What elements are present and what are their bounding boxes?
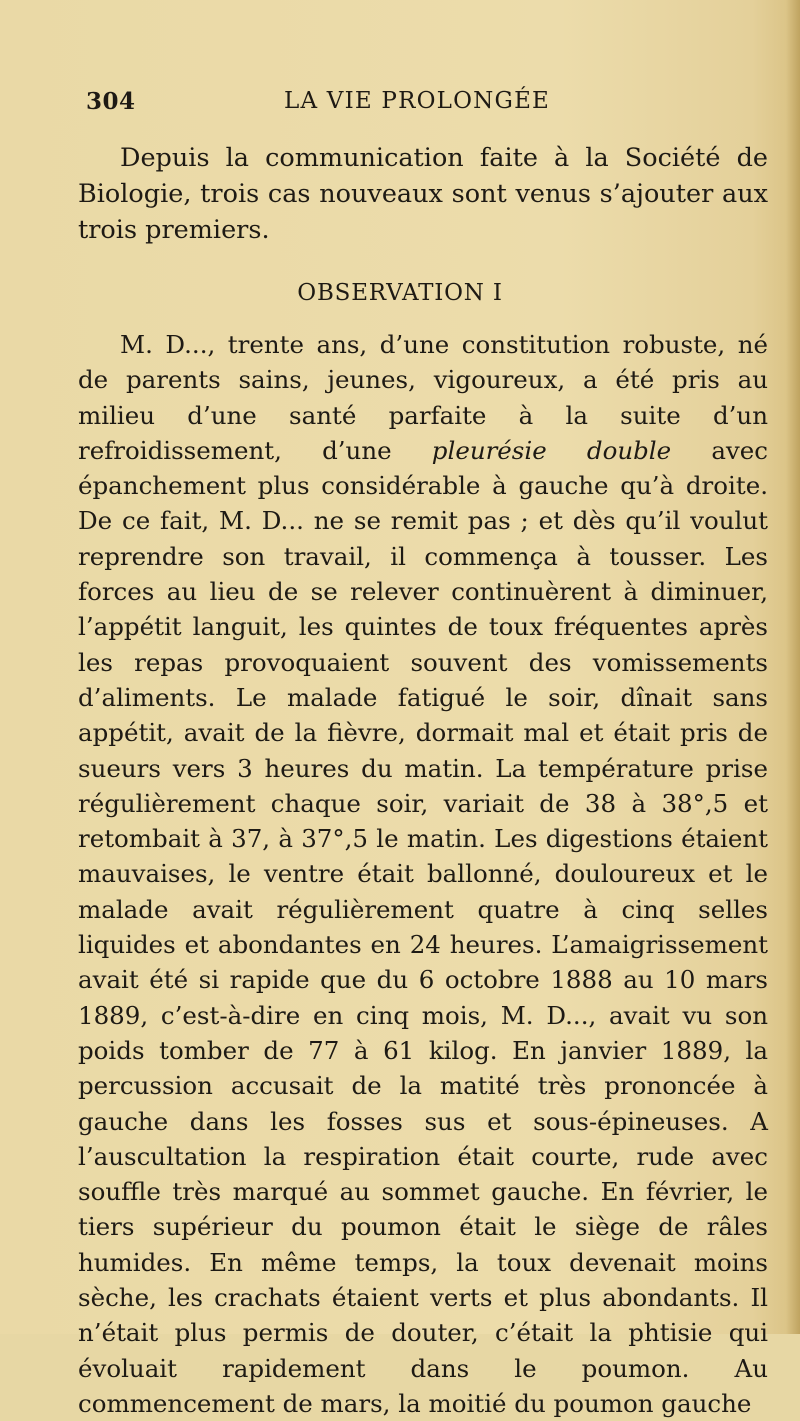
running-title: LA VIE PROLONGÉE (284, 88, 551, 114)
page-edge-shadow (786, 0, 800, 1334)
observation-text-rest: avec épanchement plus considérable à gauche qu’à droite. De ce fait, M. D... ne se remit pas ; et dès qu’il voulut reprendre son travail, il commença à tousser. Les forces au lieu de se relever continuèrent à diminuer, l’appétit languit, les quintes de toux fréquentes après les repas provoquaient souvent des vomissements d’aliments. Le malade fatigué le soir, dînait sans appétit, avait de la fièvre, dormait mal et était pris de sueurs vers 3 heures du matin. La température prise régulièrement chaque soir, variait de 38 à 38°,5 et retombait à 37, à 37°,5 le matin. Les digestions étaient mauvaises, le ventre était ballonné, douloureux et le malade avait régulièrement quatre à cinq selles liquides et abondantes en 24 heures. L’amaigrissement avait été si rapide que du 6 octobre 1888 au 10 mars 1889, c’est-à-dire en cinq mois, M. D..., avait vu son poids tomber de 77 à 61 kilog. En janvier 1889, la percussion accusait de la matité très prononcée à gauche dans les fosses sus et sous-épineuses. A l’auscultation la respiration était courte, rude avec souffle très marqué au sommet gauche. En février, le tiers supérieur du poumon était le siège de râles humides. En même temps, la toux devenait moins sèche, les crachats étaient verts et plus abondants. Il n’était plus permis de douter, c’était la phtisie qui évoluait rapidement dans le poumon. Au commencement de mars, la moitié du poumon gauche (78, 435, 768, 1418)
page-header (86, 88, 776, 118)
observation-emphasis: pleurésie double (431, 435, 672, 465)
intro-paragraph: Depuis la communication faite à la Société de Biologie, trois cas nouveaux sont venus s’ajouter aux trois premiers. (78, 143, 768, 245)
observation-text-start: M. D..., trente ans, d’une constitution robuste, né de parents sains, jeunes, vigoureux, a été pris au milieu d’une santé parfaite à la suite d’un refroidissement, d’une (78, 330, 768, 465)
observation-title: OBSERVATION I (297, 280, 503, 306)
page-number: 304 (86, 88, 136, 115)
observation-paragraph (78, 327, 768, 1421)
